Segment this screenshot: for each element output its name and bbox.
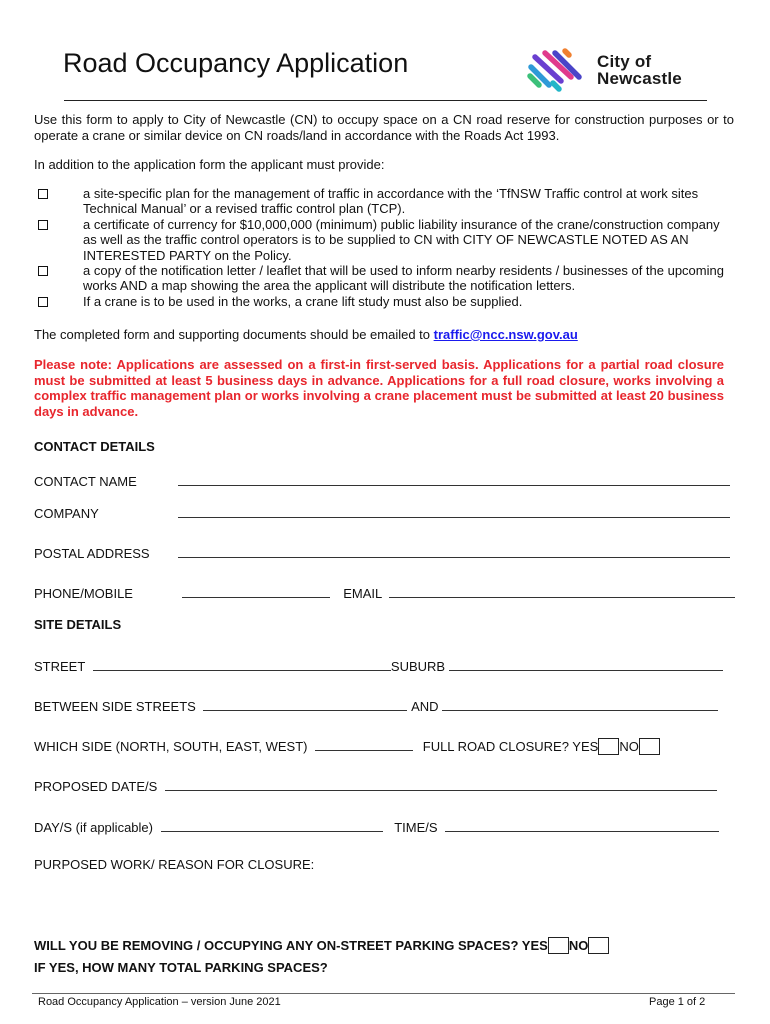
- phone-label: PHONE/MOBILE: [34, 586, 133, 601]
- intro-paragraph: Use this form to apply to City of Newcastle (CN) to occupy space on a CN road reserve for construction purposes or to operate a crane or similar device on CN roads/land in accordance with the Roads Act 1993.: [34, 112, 734, 143]
- postal-address-label: POSTAL ADDRESS: [34, 546, 150, 561]
- logo-text-line2: Newcastle: [597, 69, 682, 88]
- company-field[interactable]: [178, 504, 730, 518]
- street-suburb-row: [34, 657, 723, 674]
- reason-label: PURPOSED WORK/ REASON FOR CLOSURE:: [34, 857, 315, 872]
- checkbox-icon[interactable]: [38, 297, 48, 307]
- street-label: STREET: [34, 659, 86, 674]
- submission-instructions: The completed form and supporting documents should be emailed to traffic@ncc.nsw.gov.au: [34, 327, 578, 342]
- company-label: COMPANY: [34, 506, 99, 521]
- days-field[interactable]: [161, 818, 383, 832]
- full-closure-no-label: NO: [619, 739, 639, 754]
- please-note: Please note: Applications are assessed on a first-in first-served basis. Applications for a partial road closure must be submitted at least 5 business days in advance. Applications for a full road closure, works involving a complex traffic management plan or works involving a crane placement must be submitted at least 20 business days in advance.: [34, 357, 724, 419]
- footer-divider: [32, 993, 735, 994]
- which-side-field[interactable]: [315, 737, 413, 751]
- proposed-date-label: PROPOSED DATE/S: [34, 779, 158, 794]
- parking-question-row: [34, 937, 609, 954]
- contact-name-label: CONTACT NAME: [34, 474, 137, 489]
- email-label: EMAIL: [343, 586, 383, 601]
- list-item: a site-specific plan for the management of traffic in accordance with the ‘TfNSW Traffic control at work sites Technical Manual’ or a revised traffic control plan (TCP).: [34, 186, 734, 217]
- page-number: Page 1 of 2: [649, 996, 706, 1008]
- phone-email-row: [34, 584, 735, 601]
- parking-no-checkbox[interactable]: [588, 937, 609, 954]
- side-streets-row: [34, 697, 718, 714]
- full-closure-yes-checkbox[interactable]: [598, 738, 619, 755]
- requirements-intro: In addition to the application form the applicant must provide:: [34, 157, 385, 172]
- footer-version: Road Occupancy Application – version June 2021: [38, 996, 281, 1008]
- postal-address-field[interactable]: [178, 544, 730, 558]
- company-row: [34, 504, 730, 521]
- email-field[interactable]: [389, 584, 735, 598]
- suburb-label: SUBURB: [390, 659, 446, 674]
- suburb-field[interactable]: [449, 657, 723, 671]
- site-details-heading: SITE DETAILS: [34, 617, 122, 632]
- list-item: a certificate of currency for $10,000,000 (minimum) public liability insurance of the crane/construction company as well as the traffic control operators is to be supplied to CN with CITY OF NEWCASTLE NOTED AS AN INTERESTED PARTY on the Policy.: [34, 217, 734, 263]
- page-title: Road Occupancy Application: [63, 48, 409, 78]
- contact-name-row: [34, 472, 730, 489]
- logo-text-line1: City of: [597, 52, 652, 71]
- parking-count-question: IF YES, HOW MANY TOTAL PARKING SPACES?: [34, 960, 328, 975]
- street-field[interactable]: [93, 657, 391, 671]
- phone-field[interactable]: [182, 584, 330, 598]
- days-time-row: [34, 818, 719, 835]
- which-side-label: WHICH SIDE (NORTH, SOUTH, EAST, WEST): [34, 739, 308, 754]
- list-item: a copy of the notification letter / leaflet that will be used to inform nearby residents / businesses of the upcoming works AND a map showing the area the applicant will distribute the notification letters.: [34, 263, 734, 294]
- time-field[interactable]: [445, 818, 719, 832]
- logo-text: [597, 53, 682, 87]
- days-label: DAY/S (if applicable): [34, 820, 153, 835]
- checkbox-icon[interactable]: [38, 220, 48, 230]
- title-divider: [64, 100, 707, 101]
- contact-details-heading: CONTACT DETAILS: [34, 439, 155, 454]
- parking-question-label: WILL YOU BE REMOVING / OCCUPYING ANY ON-STREET PARKING SPACES? YES: [34, 938, 548, 953]
- between-side-streets-field[interactable]: [203, 697, 407, 711]
- email-link[interactable]: traffic@ncc.nsw.gov.au: [433, 327, 578, 342]
- contact-name-field[interactable]: [178, 472, 730, 486]
- proposed-date-field[interactable]: [165, 777, 717, 791]
- time-label: TIME/S: [394, 820, 438, 835]
- full-closure-label: FULL ROAD CLOSURE? YES: [422, 739, 599, 754]
- proposed-date-row: [34, 777, 717, 794]
- checkbox-icon[interactable]: [38, 266, 48, 276]
- city-of-newcastle-logo: [527, 47, 717, 93]
- which-side-row: [34, 737, 660, 755]
- checkbox-icon[interactable]: [38, 189, 48, 199]
- between-side-streets-label: BETWEEN SIDE STREETS: [34, 699, 196, 714]
- and-street-field[interactable]: [442, 697, 718, 711]
- and-label: AND: [411, 699, 439, 714]
- requirements-list: [34, 186, 734, 309]
- full-closure-no-checkbox[interactable]: [639, 738, 660, 755]
- list-item: If a crane is to be used in the works, a crane lift study must also be supplied.: [34, 294, 734, 309]
- parking-yes-checkbox[interactable]: [548, 937, 569, 954]
- postal-address-row: [34, 544, 730, 561]
- logo-mark-icon: [527, 47, 591, 93]
- reason-row: [34, 857, 314, 872]
- parking-no-label: NO: [568, 938, 589, 953]
